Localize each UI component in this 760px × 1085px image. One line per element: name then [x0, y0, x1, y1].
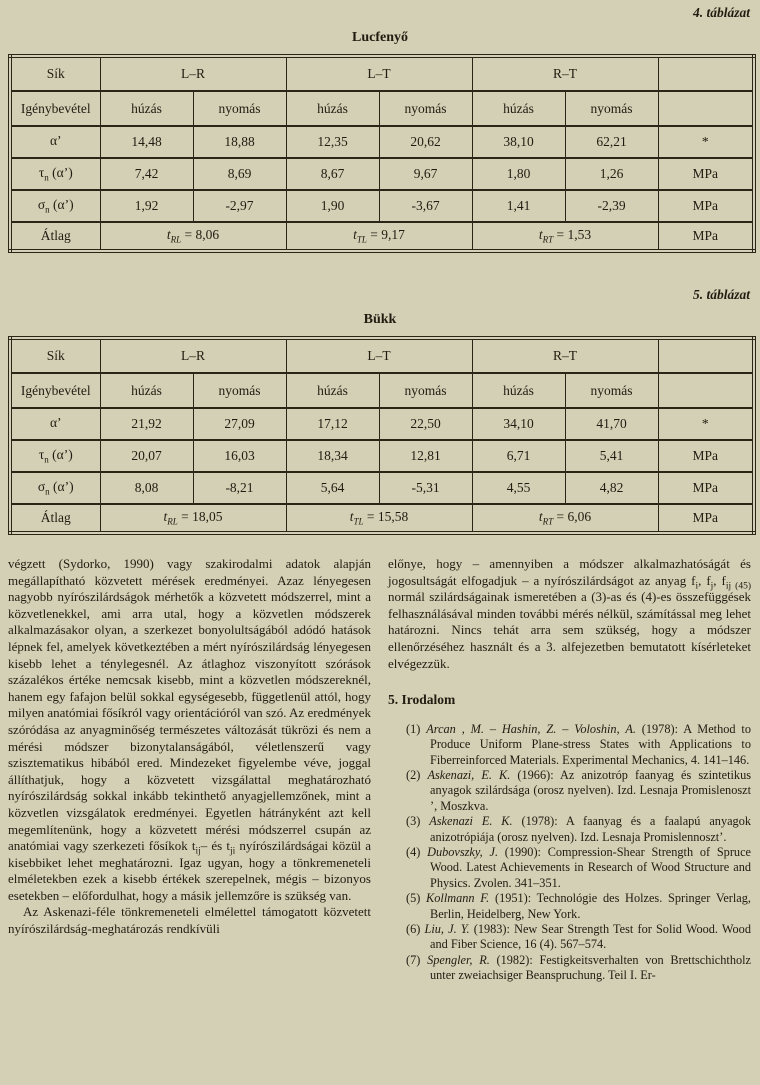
table-cell: -5,31 — [379, 472, 472, 504]
unit-cell: MPa — [658, 472, 754, 504]
unit-cell: MPa — [658, 158, 754, 190]
avg-cell-rt: $t_{RT} = 6,06$ — [472, 504, 658, 533]
reference-text: (1990): Compression-Shear Strength of Spruce Wood. Latest Achievements in Research of Wood Structure and Physics. Zvolen. 341–351. — [430, 845, 751, 890]
reference-authors: Dubovszky, J. — [427, 845, 499, 859]
subcol-header: húzás — [286, 373, 379, 408]
reference-number: (3) — [406, 814, 430, 829]
row-label-tau: $\tau_n$ (α’) — [10, 158, 100, 190]
col-header-unit-empty — [658, 338, 754, 373]
subcol-header: húzás — [286, 91, 379, 126]
paragraph: Az Askenazi-féle tönkremeneteli elmélettel támogatott közvetett nyírószilárdság-meghatározás rendkívüli — [8, 904, 371, 937]
reference-item — [390, 845, 751, 891]
table-cell: 18,34 — [286, 440, 379, 472]
table-cell: 27,09 — [193, 408, 286, 440]
col-header-lr: L–R — [100, 338, 286, 373]
table-cell: 1,41 — [472, 190, 565, 222]
table-cell: 9,67 — [379, 158, 472, 190]
table-5-section — [8, 287, 752, 535]
table-5-title: Bükk — [363, 312, 397, 327]
subcol-header: nyomás — [379, 91, 472, 126]
reference-authors: Kollmann F. — [426, 891, 490, 906]
reference-item — [390, 922, 751, 953]
table-cell: 1,90 — [286, 190, 379, 222]
reference-number: (5) — [406, 891, 427, 906]
table-cell: -2,97 — [193, 190, 286, 222]
left-column — [8, 556, 371, 984]
subcol-header: nyomás — [379, 373, 472, 408]
reference-number: (4) — [406, 845, 428, 859]
table-cell: 17,12 — [286, 408, 379, 440]
table-5 — [8, 336, 756, 535]
reference-number: (7) — [406, 952, 428, 967]
table-4-marker: 4. táblázat — [692, 5, 750, 20]
table-cell: 21,92 — [100, 408, 193, 440]
subcol-header: húzás — [472, 91, 565, 126]
col-header-unit-empty — [658, 56, 754, 91]
reference-number: (6) — [406, 922, 425, 937]
table-cell: 1,26 — [565, 158, 658, 190]
table-cell: 20,62 — [379, 126, 472, 158]
reference-authors: Spengler, R. — [427, 952, 490, 967]
col-header-lt: L–T — [286, 338, 472, 373]
table-cell: 18,88 — [193, 126, 286, 158]
reference-authors: Askenazi, E. K. — [427, 767, 511, 782]
table-cell: 20,07 — [100, 440, 193, 472]
table-cell: 8,08 — [100, 472, 193, 504]
avg-cell-lt: $t_{TL} = 9,17$ — [286, 222, 472, 251]
right-column — [388, 556, 751, 984]
subcol-header-empty — [658, 373, 754, 408]
references-heading: 5. Irodalom — [388, 692, 456, 708]
col-header-rt: R–T — [472, 56, 658, 91]
row-label-atlag: Átlag — [10, 222, 100, 251]
table-cell: 38,10 — [472, 126, 565, 158]
row-label-sigma: $\sigma_n$ (α’) — [10, 190, 100, 222]
reference-text: (1983): New Sear Strength Test for Solid Wood. Wood and Fiber Science, 16 (4). 567–574. — [430, 922, 751, 952]
row-label-alpha: α’ — [10, 408, 100, 440]
table-cell: 5,41 — [565, 440, 658, 472]
unit-cell: MPa — [658, 440, 754, 472]
reference-text: (1978): A Method to Produce Uniform Plane-stress States with Applications to Fiberreinforced Materials. Experimental Mechanics, 4. 141–146. — [430, 721, 751, 767]
subcol-header: húzás — [100, 373, 193, 408]
reference-number: (2) — [406, 767, 428, 782]
avg-cell-lr: $t_{RL} = 18,05$ — [100, 504, 286, 533]
reference-text: (1951): Technológie des Holzes. Springer Verlag, Berlin, Heidelberg, New York. — [430, 891, 751, 921]
table-cell: 22,50 — [379, 408, 472, 440]
table-4 — [8, 54, 756, 253]
table-cell: 14,48 — [100, 126, 193, 158]
table-cell: 34,10 — [472, 408, 565, 440]
table-cell: 12,35 — [286, 126, 379, 158]
table-cell: 6,71 — [472, 440, 565, 472]
row-label-tau: $\tau_n$ (α’) — [10, 440, 100, 472]
row-label-sigma: $\sigma_n$ (α’) — [10, 472, 100, 504]
table-cell: 62,21 — [565, 126, 658, 158]
reference-item — [390, 891, 751, 922]
reference-authors: Arcan , M. – Hashin, Z. – Voloshin, A. — [426, 721, 636, 736]
subcol-header: húzás — [100, 91, 193, 126]
subcol-header: nyomás — [193, 91, 286, 126]
avg-cell-lt: $t_{TL} = 15,58$ — [286, 504, 472, 533]
row-label-alpha: α’ — [10, 126, 100, 158]
table-cell: 1,80 — [472, 158, 565, 190]
table-4-title: Lucfenyő — [352, 30, 408, 45]
paragraph-continuation: előnye, hogy – amennyiben a módszer alkalmazhatóságát és jogosultságát elfogadjuk – a nyírószilárdságot az anyag $f_i$, $f_j$, $f_{ij (45)}$ normál szilárdságainak ismeretében a (3)-as és (4)-es összefüggések felhasználásával minden további mérés nélkül, számítással meg lehet határozni. Nincs tehát arra sem szükség, hogy a módszer ellenőrzéséhez használt és a 3. alfejezetben bemutatott kísérleteket elvégezzük. — [388, 556, 751, 671]
reference-authors: Askenazi E. K. — [429, 814, 513, 829]
subcol-header: nyomás — [565, 373, 658, 408]
col-header-rt: R–T — [472, 338, 658, 373]
col-header-lt: L–T — [286, 56, 472, 91]
table-cell: 4,55 — [472, 472, 565, 504]
table-cell: -8,21 — [193, 472, 286, 504]
table-cell: 1,92 — [100, 190, 193, 222]
reference-text: (1982): Festigkeitsverhalten von Brettschichtholz unter zweiachsiger Beanspruchung. Teil I. Er- — [430, 952, 751, 983]
avg-cell-lr: $t_{RL} = 8,06$ — [100, 222, 286, 251]
table-5-marker: 5. táblázat — [692, 287, 750, 302]
reference-item — [390, 722, 751, 768]
table-cell: 41,70 — [565, 408, 658, 440]
table-cell: 16,03 — [193, 440, 286, 472]
unit-cell: MPa — [658, 190, 754, 222]
reference-item — [390, 953, 751, 984]
table-4-section — [8, 5, 752, 253]
unit-cell: MPa — [658, 222, 754, 251]
row-header-igenybevetel: Igénybevétel — [10, 91, 100, 126]
avg-cell-rt: $t_{RT} = 1,53$ — [472, 222, 658, 251]
col-header-lr: L–R — [100, 56, 286, 91]
unit-cell: MPa — [658, 504, 754, 533]
subcol-header-empty — [658, 91, 754, 126]
table-cell: 8,69 — [193, 158, 286, 190]
table-cell: 5,64 — [286, 472, 379, 504]
table-cell: 4,82 — [565, 472, 658, 504]
reference-text: (1978): A faanyag és a faalapú anyagok anizotrópiája (orosz nyelven). Izd. Lesnaja Promislennoszt’. — [430, 814, 751, 844]
body-columns — [8, 556, 752, 984]
reference-text: (1966): Az anizotróp faanyag és szintetikus anyagok szilárdsága (orosz nyelven). Izd. Lesnaja Promislenoszt ’, Moszkva. — [430, 767, 751, 813]
reference-item — [390, 768, 751, 814]
unit-cell: * — [658, 408, 754, 440]
table-cell: 12,81 — [379, 440, 472, 472]
reference-number: (1) — [406, 721, 427, 736]
paragraph-continuation: végzett (Sydorko, 1990) vagy szakirodalmi adatok alapján megállapítható közvetett mérések eredményei. Azaz lényegesen nagyobb nyírószilárdságok mérhetők a közvetett módszerrel, mint a közvetlenekkel, ami arra utal, hogy a közvetlen módszerek alkalmazásakor olyan, a szerkezet bonyolultságából adódó hatások lépnek fel, amelyek következtében a mért nyírószilárdság lényegesen kisebb lehet a ténylegesnél. Az átlaghoz viszonyított szórások százalékos értéke nemcsak kisebb, mint a közvetlen módszereknél, hanem egy fafajon belül sokkal egységesebb, függetlenül attól, hogy milyen anatómiai fősíkról vagy orientációról van szó. Az eredmények szóródása az anyagminőség természetes változását tükrözi és nem a mérési módszer bizonytalanságából, véletlenszerű vagy szisztematikus hibából ered. Mindezeket figyelembe véve, joggal állíthatjuk, hogy a közvetett vizsgálattal meghatározható nyírószilárdság sokkal inkább tekinthető anyagjellemzőnek, mint a közvetlen vizsgálatok eredményei. Egyetlen hátrányként azt kell megemlítenünk, hogy a közvetett mérési módszerrel csupán az anatómiai vagy szerkezeti fősíkok $t_{ij}-$ és $t_{ji}$ nyírószilárdságai közül a kisebbiket lehet meghatározni. Igaz ugyan, hogy a tönkremeneteli elméletekben ezek a kisebb értékek szerepelnek, mégis – bizonyos esetekben – előfordulhat, hogy a másik jellemzőre is szükség van. — [8, 556, 371, 903]
subcol-header: húzás — [472, 373, 565, 408]
reference-item — [390, 814, 751, 845]
row-label-atlag: Átlag — [10, 504, 100, 533]
row-header-igenybevetel: Igénybevétel — [10, 373, 100, 408]
table-cell: -3,67 — [379, 190, 472, 222]
subcol-header: nyomás — [193, 373, 286, 408]
table-cell: 7,42 — [100, 158, 193, 190]
table-cell: 8,67 — [286, 158, 379, 190]
unit-cell: * — [658, 126, 754, 158]
table-cell: -2,39 — [565, 190, 658, 222]
subcol-header: nyomás — [565, 91, 658, 126]
col-header-sik: Sík — [10, 338, 100, 373]
col-header-sik: Sík — [10, 56, 100, 91]
reference-authors: Liu, J. Y. — [424, 922, 470, 937]
